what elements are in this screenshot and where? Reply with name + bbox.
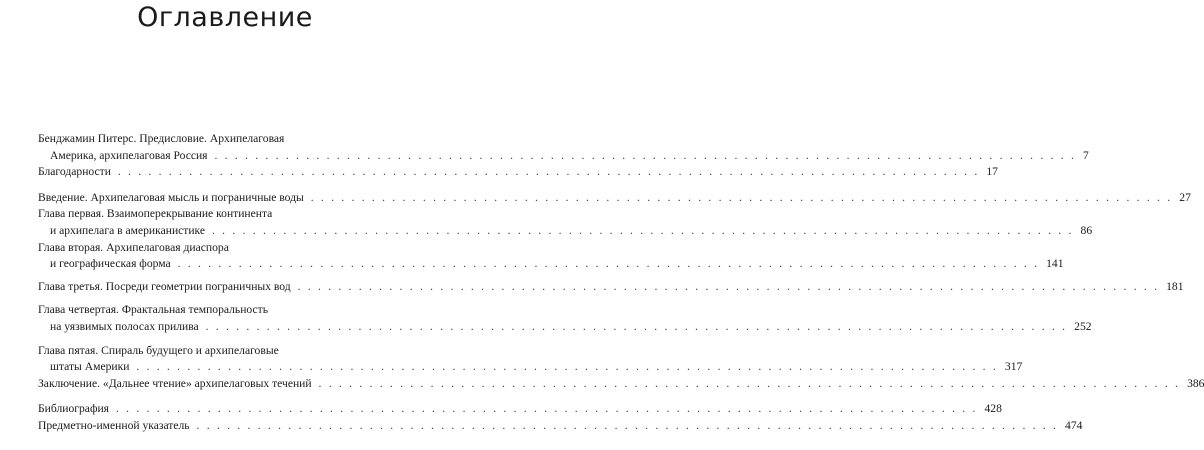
toc-entry-text: Введение. Архипелаговая мысль и пограничные воды (38, 190, 304, 204)
toc-entry-chapter-3 (38, 279, 1184, 296)
dot-leader (118, 165, 980, 178)
toc-entry-chapter-2 (38, 240, 1064, 273)
toc-entry-acknowledgements (38, 164, 998, 181)
toc-page-number: 474 (1065, 418, 1083, 432)
toc-entry-preface (38, 131, 1089, 164)
toc-entry-text: Глава пятая. Спираль будущего и архипелаговые (38, 343, 279, 357)
toc-page-number: 86 (1080, 223, 1093, 237)
toc-entry-text: Глава первая. Взаимоперекрывание континента (38, 207, 273, 221)
dot-leader (178, 257, 1040, 270)
toc-entry-text: Бенджамин Питерс. Предисловие. Архипелаговая (38, 132, 285, 145)
toc-entry-text: Америка, архипелаговая Россия (50, 148, 208, 162)
toc-entry-text: и архипелага в американистике (50, 223, 206, 237)
toc-page-number: 181 (1166, 279, 1184, 293)
dot-leader (206, 320, 1068, 333)
toc-entry-text: Глава вторая. Архипелаговая диаспора (38, 240, 229, 254)
toc-entry-text: Глава третья. Посреди геометрии пограничных вод (38, 279, 291, 293)
toc-entry-text: штаты Америки (50, 360, 130, 374)
toc-entry-index (38, 418, 1083, 435)
toc-entry-introduction (38, 190, 1191, 207)
dot-leader (311, 191, 1173, 204)
toc-entry-chapter-5 (38, 343, 1023, 376)
toc-entry-text: на уязвимых полосах прилива (50, 319, 199, 333)
table-of-contents (38, 131, 1204, 435)
dot-leader (214, 149, 1076, 162)
toc-entry-chapter-1 (38, 206, 1093, 239)
toc-entry-text: Предметно-именной указатель (38, 418, 190, 432)
dot-leader (212, 224, 1074, 237)
toc-page-number: 141 (1046, 257, 1064, 271)
page-title: Оглавление (137, 2, 313, 33)
dot-leader (116, 402, 978, 415)
dot-leader (298, 280, 1160, 293)
dot-leader (136, 360, 998, 373)
toc-entry-chapter-4 (38, 302, 1092, 335)
toc-page-number: 7 (1082, 148, 1089, 162)
toc-page-number: 386 (1187, 376, 1204, 390)
toc-page-number: 17 (986, 165, 998, 179)
dot-leader (319, 377, 1181, 390)
toc-page-number: 428 (984, 402, 1002, 416)
toc-entry-text: Благодарности (38, 165, 111, 179)
toc-entry-conclusion (38, 376, 1204, 393)
toc-page-number: 252 (1074, 319, 1092, 333)
toc-entry-text: и географическая форма (50, 257, 171, 271)
dot-leader (197, 419, 1059, 432)
toc-entry-text: Заключение. «Дальнее чтение» архипелаговых течений (38, 376, 312, 390)
toc-entry-bibliography (38, 401, 1002, 418)
toc-page-number: 317 (1004, 360, 1023, 374)
toc-page-number: 27 (1179, 190, 1191, 204)
toc-entry-text: Глава четвертая. Фрактальная темпоральность (38, 303, 269, 317)
toc-entry-text: Библиография (38, 402, 110, 416)
